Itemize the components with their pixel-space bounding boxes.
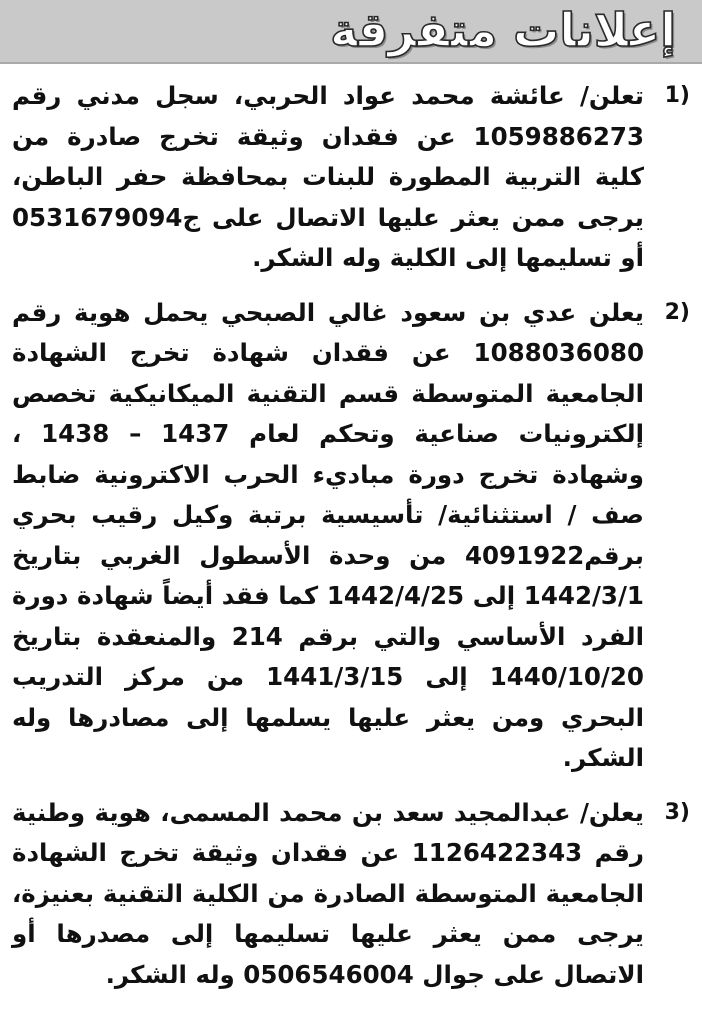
notice-number: 2) [664,299,690,325]
notice-item [12,76,690,279]
section-title: إعلانات متفرقة [330,3,676,57]
notice-item [12,793,690,996]
notices-list [12,76,690,1009]
notice-text: يعلن/ عبدالمجيد سعد بن محمد المسمى، هوية وطنية رقم 1126422343 عن فقدان وثيقة تخرج الشهادة الجامعية المتوسطة الصادرة من الكلية التقنية بعنيزة، يرجى ممن يعثر عليها تسليمها إلى مصدرها أو الاتصال على جوال 0506546004 وله الشكر. [12,797,644,989]
notice-item [12,293,690,779]
notice-text: تعلن/ عائشة محمد عواد الحربي، سجل مدني رقم 1059886273 عن فقدان وثيقة تخرج صادرة من كلية التربية المطورة للبنات بمحافظة حفر الباطن، يرجى ممن يعثر عليها الاتصال على ج0531679094 أو تسليمها إلى الكلية وله الشكر. [12,81,644,272]
notice-text: يعلن عدي بن سعود غالي الصبحي يحمل هوية رقم 1088036080 عن فقدان شهادة تخرج الشهادة الجامعية المتوسطة قسم التقنية الميكانيكية تخصص إلكترونيات صناعية وتحكم لعام 1437 – 1438 ، وشهادة تخرج دورة مباديء الحرب الاكترونية ضابط صف / استثنائية/ تأسيسية برتبة وكيل رقيب بحري برقم4091922 من وحدة الأسطول الغربي بتاريخ 1442/3/1 إلى 1442/4/25 كما فقد أيضاً شهادة دورة الفرد الأساسي والتي برقم 214 والمنعقدة بتاريخ 1440/10/20 إلى 1441/3/15 من مركز التدريب البحري ومن يعثر عليها يسلمها إلى مصادرها وله الشكر. [12,297,644,772]
notice-number: 1) [664,83,690,108]
section-header [0,0,702,64]
notice-number: 3) [664,799,690,825]
